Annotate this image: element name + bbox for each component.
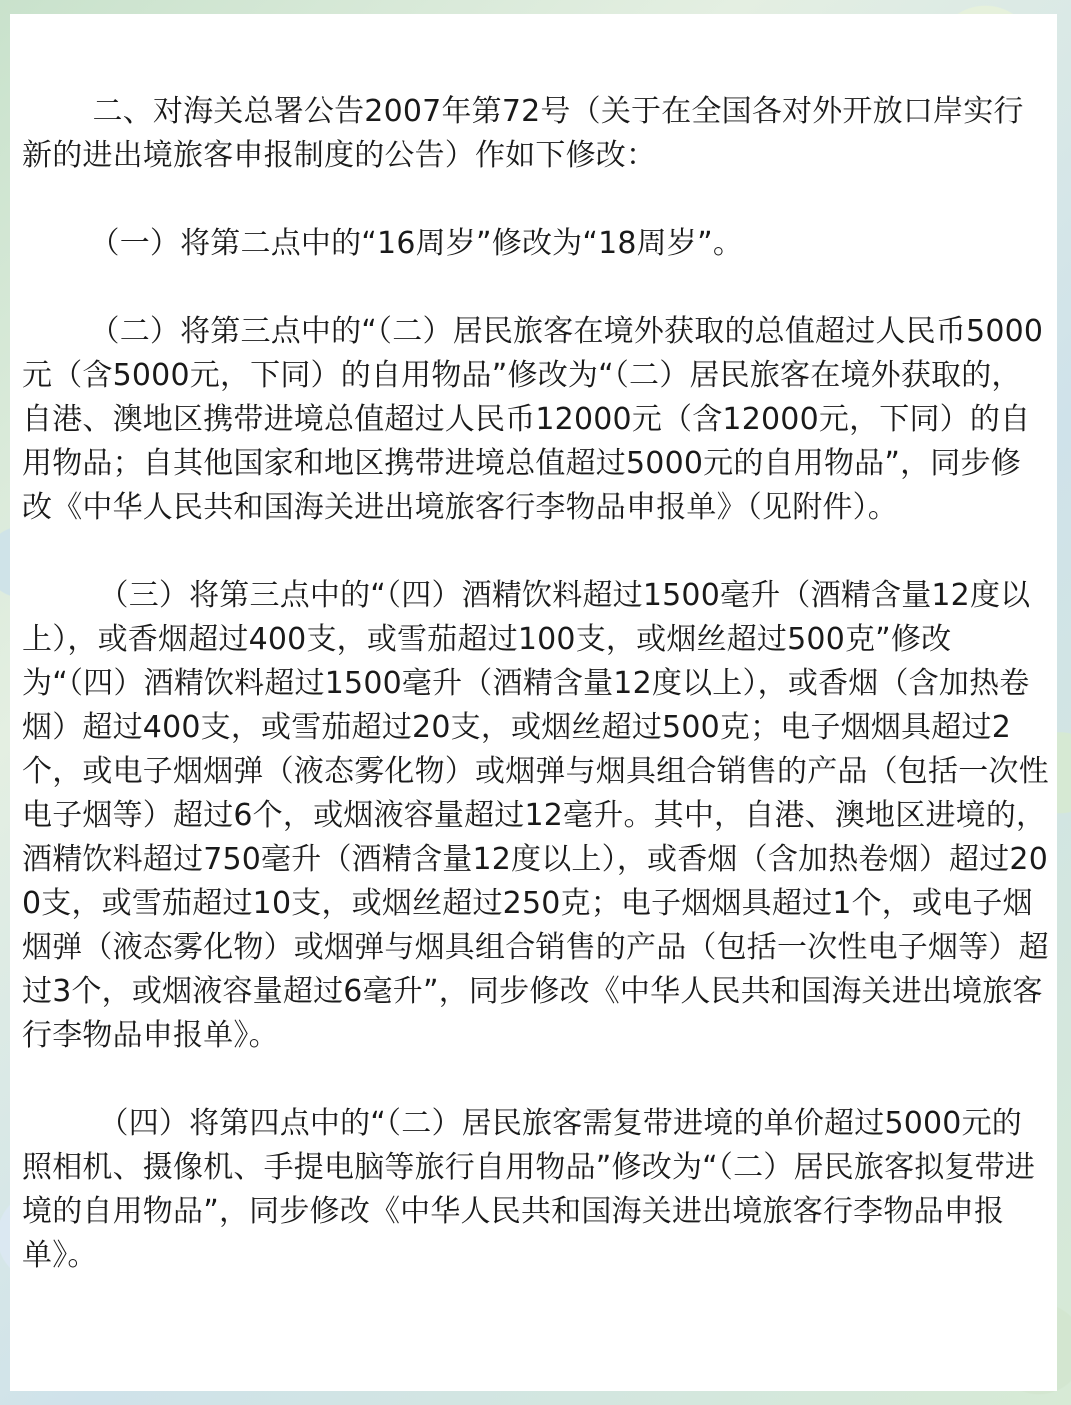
paragraph-item-2: （二）将第三点中的“（二）居民旅客在境外获取的总值超过人民币5000元（含5000元，下同）的自用物品”修改为“（二）居民旅客在境外获取的，自港、澳地区携带进境总值超过人民币12000元（含12000元，下同）的自用物品；自其他国家和地区携带进境总值超过5000元的自用物品”，同步修改《中华人民共和国海关进出境旅客行李物品申报单》（见附件）。 xyxy=(22,314,1044,525)
document-page xyxy=(10,14,1057,1391)
paragraph-item-3: （三）将第三点中的“（四）酒精饮料超过1500毫升（酒精含量12度以上），或香烟超过400支，或雪茄超过100支，或烟丝超过500克”修改为“（四）酒精饮料超过1500毫升（酒精含量12度以上），或香烟（含加热卷烟）超过400支，或雪茄超过20支，或烟丝超过500克；电子烟烟具超过2个，或电子烟烟弹（液态雾化物）或烟弹与烟具组合销售的产品（包括一次性电子烟等）超过6个，或烟液容量超过12毫升。其中，自港、澳地区进境的，酒精饮料超过750毫升（酒精含量12度以上），或香烟（含加热卷烟）超过200支，或雪茄超过10支，或烟丝超过250克；电子烟烟具超过1个，或电子烟烟弹（液态雾化物）或烟弹与烟具组合销售的产品（包括一次性电子烟等）超过3个，或烟液容量超过6毫升”，同步修改《中华人民共和国海关进出境旅客行李物品申报单》。 xyxy=(22,578,1049,1053)
paragraph-item-4: （四）将第四点中的“（二）居民旅客需复带进境的单价超过5000元的照相机、摄像机、手提电脑等旅行自用物品”修改为“（二）居民旅客拟复带进境的自用物品”，同步修改《中华人民共和国海关进出境旅客行李物品申报单》。 xyxy=(22,1106,1036,1273)
paragraph-intro: 二、对海关总署公告2007年第72号（关于在全国各对外开放口岸实行新的进出境旅客申报制度的公告）作如下修改： xyxy=(22,94,1024,173)
paragraph-item-1: （一）将第二点中的“16周岁”修改为“18周岁”。 xyxy=(89,226,744,261)
